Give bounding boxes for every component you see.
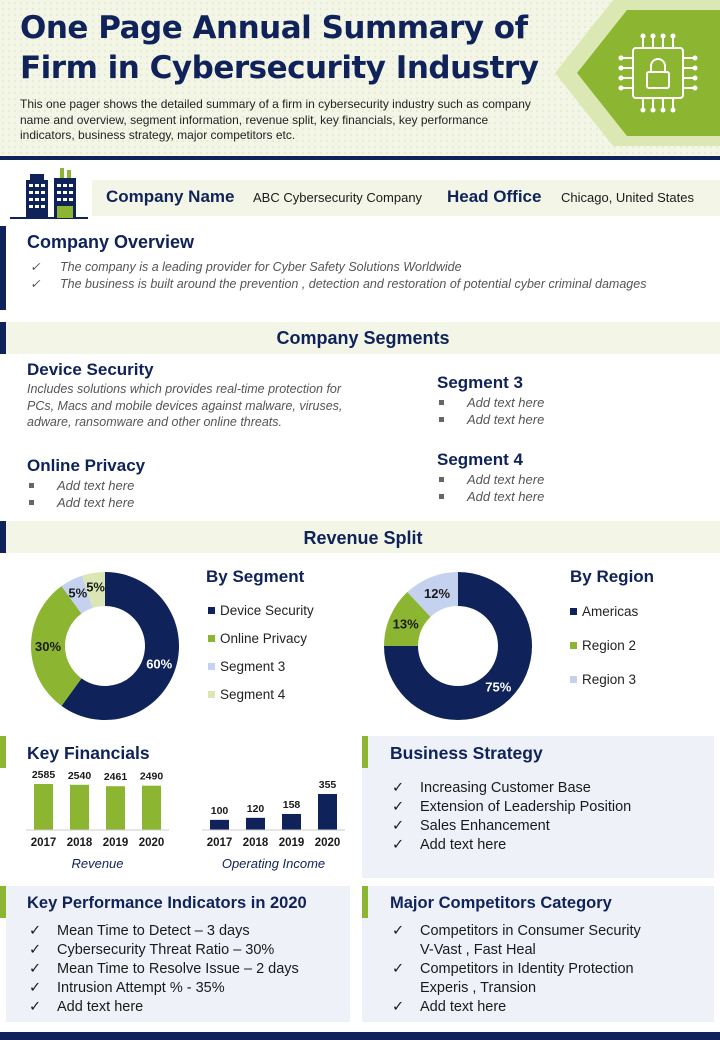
donut-data-label: 60% — [146, 656, 173, 672]
legend-label: Region 3 — [582, 672, 637, 687]
legend-label: Segment 3 — [220, 659, 286, 674]
segment-4-list — [437, 471, 544, 505]
legend-swatch — [570, 676, 577, 683]
bar-category-label: 2017 — [206, 837, 233, 849]
overview-accent — [0, 226, 6, 310]
list-item — [437, 394, 544, 411]
company-name-value: ABC Cybersecurity Company — [253, 190, 423, 205]
competitor-category: Competitors in Consumer Security — [420, 923, 641, 939]
list-item: ✓ Increasing Customer Base — [392, 780, 591, 796]
bar-2018 — [246, 818, 265, 830]
bullet-text: Add text here — [467, 395, 545, 410]
legend-item — [570, 672, 636, 687]
financials-title: Key Financials — [27, 743, 150, 763]
list-item — [27, 494, 134, 511]
legend-item — [208, 659, 285, 674]
competitor-names: V-Vast , Fast Heal — [420, 942, 536, 958]
bar-category-label: 2018 — [66, 837, 93, 849]
legend-label: Americas — [582, 604, 639, 619]
bar-chart-xlabel: Operating Income — [221, 856, 326, 871]
bullet-text: Add text here — [57, 495, 135, 510]
kpi-item-text: Intrusion Attempt % - 35% — [57, 980, 225, 996]
bar-value-label: 2490 — [139, 770, 164, 783]
bar-value-label: 2585 — [31, 769, 56, 781]
operating-income-bar-chart — [196, 766, 346, 876]
competitors-accent — [362, 886, 368, 918]
strategy-item-text: Add text here — [420, 837, 507, 853]
competitor-category: Competitors in Identity Protection — [420, 961, 634, 977]
list-item — [27, 477, 134, 494]
bullet-text: Add text here — [467, 489, 545, 504]
legend-swatch — [570, 608, 577, 615]
kpi-item-text: Cybersecurity Threat Ratio – 30% — [57, 942, 275, 958]
bar-value-label: 355 — [318, 779, 337, 791]
bar-2018 — [70, 785, 89, 830]
competitors-title: Major Competitors Category — [390, 894, 612, 912]
title-line-2: Firm in Cybersecurity Industry — [20, 50, 539, 86]
legend-item — [570, 638, 636, 653]
page-title — [20, 8, 580, 88]
bar-category-label: 2017 — [30, 837, 57, 849]
list-item: ✓ Cybersecurity Threat Ratio – 30% — [29, 942, 275, 958]
competitors-list — [390, 922, 641, 1017]
buildings-icon — [10, 166, 88, 220]
legend-item — [570, 604, 638, 619]
list-item — [437, 411, 544, 428]
head-office-value: Chicago, United States — [561, 190, 694, 205]
bar-2019 — [282, 814, 301, 830]
list-item: ✓ Mean Time to Detect – 3 days — [29, 923, 250, 939]
bar-value-label: 2540 — [67, 769, 92, 782]
donut-data-label: 12% — [424, 586, 451, 602]
segment-chart-title: By Segment — [206, 567, 305, 586]
bar-2020 — [142, 786, 161, 830]
bar-category-label: 2019 — [278, 837, 305, 849]
bar-2017 — [34, 784, 53, 830]
legend-label: Online Privacy — [220, 631, 308, 646]
list-item: ✓ Add text here — [390, 998, 641, 1017]
overview-item-text: The company is a leading provider for Cyber Safety Solutions Worldwide — [60, 260, 462, 274]
bar-value-label: 120 — [246, 802, 265, 815]
overview-item-text: The business is built around the prevention , detection and restoration of potential cyber criminal damages — [60, 276, 647, 291]
list-item: ✓ Competitors in Consumer Security V-Vast , Fast Heal — [392, 923, 641, 958]
strategy-item-text: Sales Enhancement — [420, 818, 550, 834]
bar-value-label: 158 — [282, 798, 301, 811]
legend-swatch — [570, 642, 577, 649]
legend-swatch — [208, 635, 215, 642]
revenue-bar-chart — [18, 766, 178, 876]
bar-category-label: 2020 — [314, 837, 341, 849]
list-item: ✓ The business is built around the prevention , detection and restoration of potential cyber criminal damages — [30, 276, 647, 291]
bar-2020 — [318, 794, 337, 830]
donut-data-label: 30% — [34, 639, 62, 654]
donut-data-label: 5% — [86, 579, 106, 595]
revenue-title: Revenue Split — [303, 528, 423, 548]
legend-item — [208, 687, 285, 702]
segment-3-title: Segment 3 — [437, 373, 523, 392]
segments-title: Company Segments — [276, 328, 450, 348]
company-name-label: Company Name — [106, 187, 235, 206]
legend-swatch — [208, 607, 215, 614]
strategy-accent — [362, 736, 368, 768]
strategy-item-text: Increasing Customer Base — [420, 780, 591, 796]
kpi-list — [27, 922, 299, 1017]
list-item: ✓ Mean Time to Resolve Issue – 2 days — [29, 961, 299, 977]
legend-label: Device Security — [220, 603, 314, 618]
padlock-chip-icon — [555, 0, 720, 146]
donut-data-label: 5% — [68, 585, 88, 601]
legend-swatch — [208, 663, 215, 670]
bar-category-label: 2020 — [138, 837, 165, 849]
bar-value-label: 100 — [210, 804, 229, 817]
title-line-1: One Page Annual Summary of — [20, 10, 528, 46]
device-security-title: Device Security — [27, 360, 154, 379]
region-donut-chart — [370, 560, 550, 730]
online-privacy-title: Online Privacy — [27, 456, 146, 475]
list-item: ✓ Add text here — [392, 837, 507, 853]
bullet-text: Add text here — [467, 412, 545, 427]
competitor-category: Add text here — [420, 999, 507, 1015]
strategy-list — [390, 779, 631, 855]
footer-bar — [0, 1032, 720, 1040]
legend-label: Segment 4 — [220, 687, 286, 702]
bar-2019 — [106, 786, 125, 830]
bar-category-label: 2019 — [102, 837, 129, 849]
overview-list — [26, 259, 691, 292]
legend-label: Region 2 — [582, 638, 637, 653]
bullet-text: Add text here — [467, 472, 545, 487]
legend-item — [208, 603, 314, 618]
kpi-title: Key Performance Indicators in 2020 — [27, 894, 307, 912]
competitor-names: Experis , Transion — [420, 980, 537, 996]
online-privacy-list — [27, 477, 134, 511]
kpi-item-text: Mean Time to Detect – 3 days — [57, 923, 250, 939]
strategy-item-text: Extension of Leadership Position — [420, 799, 632, 815]
list-item: ✓ Intrusion Attempt % - 35% — [29, 980, 225, 996]
region-chart-title: By Region — [570, 567, 655, 586]
device-security-desc: Includes solutions which provides real-time protection for PCs, Macs and mobile devices against malware, viruses, adware, ransomware and other online threats. — [27, 382, 343, 429]
list-item: ✓ Competitors in Identity Protection Experis , Transion — [390, 960, 641, 998]
list-item — [437, 471, 544, 488]
list-item: ✓ Sales Enhancement — [392, 818, 550, 834]
head-office-label: Head Office — [447, 187, 542, 206]
list-item: ✓ Extension of Leadership Position — [392, 799, 632, 815]
bar-2017 — [210, 820, 229, 830]
legend-swatch — [208, 691, 215, 698]
list-item: ✓ Add text here — [29, 999, 144, 1015]
legend-item — [208, 631, 307, 646]
bar-category-label: 2018 — [242, 837, 269, 849]
bar-value-label: 2461 — [103, 771, 128, 784]
financials-accent — [0, 736, 6, 768]
overview-title: Company Overview — [27, 232, 195, 252]
list-item: ✓ The company is a leading provider for Cyber Safety Solutions Worldwide — [30, 260, 462, 274]
bullet-text: Add text here — [57, 478, 135, 493]
segment-donut-chart — [0, 560, 200, 730]
segment-4-title: Segment 4 — [437, 450, 523, 469]
donut-data-label: 75% — [485, 679, 512, 695]
bar-chart-xlabel: Revenue — [71, 856, 124, 871]
list-item — [437, 488, 544, 505]
intro-text: This one pager shows the detailed summary of a firm in cybersecurity industry such as company name and overview, segment information, revenue split, key financials, key performance indicators, business strategy, major competitors etc. — [20, 97, 531, 142]
kpi-accent — [0, 886, 6, 918]
kpi-item-text: Add text here — [57, 999, 144, 1015]
header-divider — [0, 156, 720, 160]
donut-data-label: 13% — [392, 616, 419, 632]
segment-3-list — [437, 394, 544, 428]
kpi-item-text: Mean Time to Resolve Issue – 2 days — [57, 961, 299, 977]
strategy-title: Business Strategy — [390, 743, 543, 763]
